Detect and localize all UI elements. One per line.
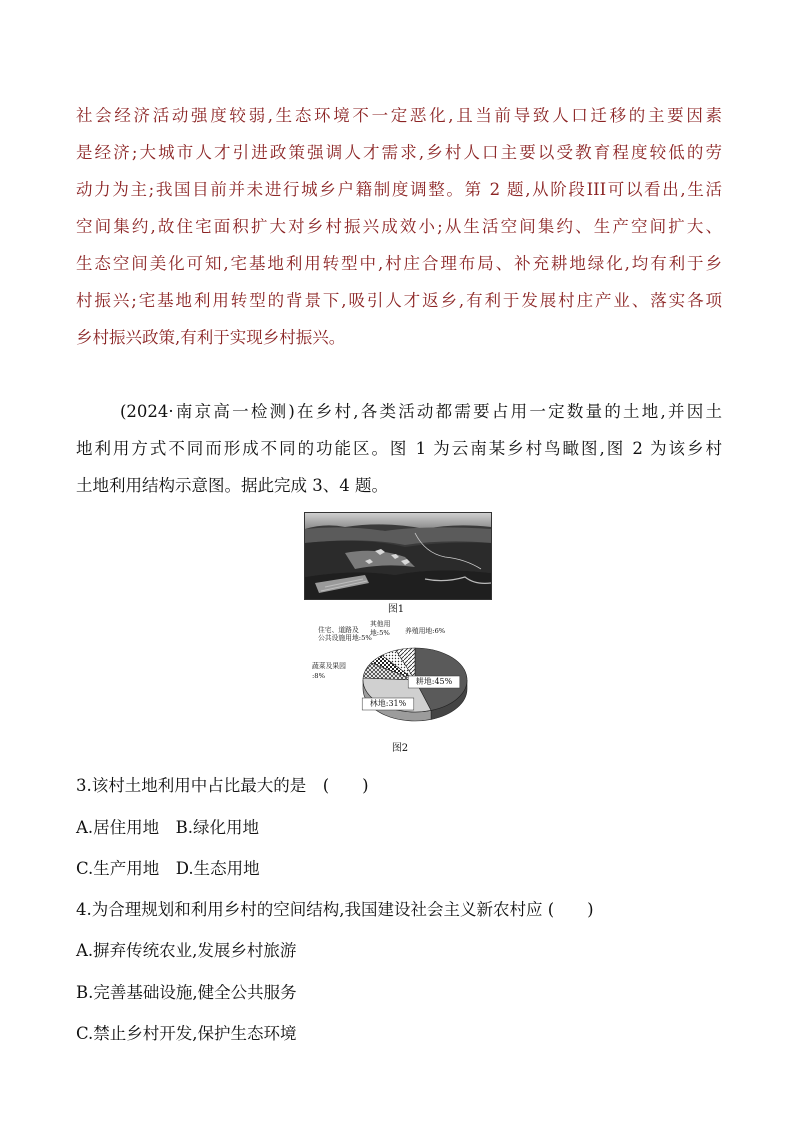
question-3-option[interactable]: A.居住用地 B.绿化用地 bbox=[76, 818, 260, 837]
pie-label: 其他用 bbox=[370, 620, 391, 628]
figure1-caption: 图1 bbox=[387, 604, 405, 615]
village-aerial-photo bbox=[304, 512, 492, 600]
intro-line: (2024·南京高一检测)在乡村,各类活动都需要占用一定数量的土地,并因土 bbox=[120, 402, 722, 421]
pie-label: 地:5% bbox=[370, 629, 390, 637]
land-use-pie-chart bbox=[304, 612, 490, 740]
pie-label: 蔬菜及果园 bbox=[312, 662, 346, 670]
answer-explanation bbox=[76, 97, 722, 356]
pie-label: 养殖用地:6% bbox=[405, 627, 446, 635]
question-4-option[interactable]: C.禁止乡村开发,保护生态环境 bbox=[76, 1024, 297, 1043]
answer-line: 乡村振兴政策,有利于实现乡村振兴。 bbox=[76, 328, 346, 347]
intro-line: 地利用方式不同而形成不同的功能区。图 1 为云南某乡村鸟瞰图,图 2 为该乡村 bbox=[76, 439, 722, 458]
question-3-option[interactable]: C.生产用地 D.生态用地 bbox=[76, 859, 260, 878]
question-intro bbox=[76, 393, 722, 504]
pie-label: :8% bbox=[312, 672, 326, 680]
answer-line: 生态空间美化可知,宅基地利用转型中,村庄合理布局、补充耕地绿化,均有利于乡 bbox=[76, 254, 722, 273]
answer-line: 村振兴;宅基地利用转型的背景下,吸引人才返乡,有利于发展村庄产业、落实各项 bbox=[76, 291, 722, 310]
question-3-stem: 3.该村土地利用中占比最大的是 ( ) bbox=[76, 776, 369, 795]
figure2-caption: 图2 bbox=[391, 743, 409, 754]
question-4-option[interactable]: A.摒弃传统农业,发展乡村旅游 bbox=[76, 941, 297, 960]
pie-label: 林地:31% bbox=[369, 699, 407, 708]
pie-label: 公共设施用地:5% bbox=[318, 634, 372, 642]
answer-line: 空间集约,故住宅面积扩大对乡村振兴成效小;从生活空间集约、生产空间扩大、 bbox=[76, 217, 722, 236]
question-4-stem: 4.为合理规划和利用乡村的空间结构,我国建设社会主义新农村应 ( ) bbox=[76, 900, 594, 919]
answer-line: 动力为主;我国目前并未进行城乡户籍制度调整。第 2 题,从阶段III可以看出,生活 bbox=[76, 180, 722, 199]
answer-line: 社会经济活动强度较弱,生态环境不一定恶化,且当前导致人口迁移的主要因素 bbox=[76, 106, 722, 125]
pie-label: 耕地:45% bbox=[415, 677, 453, 686]
intro-line: 土地利用结构示意图。据此完成 3、4 题。 bbox=[76, 476, 388, 495]
answer-line: 是经济;大城市人才引进政策强调人才需求,乡村人口主要以受教育程度较低的劳 bbox=[76, 143, 722, 162]
question-4-option[interactable]: B.完善基础设施,健全公共服务 bbox=[76, 983, 297, 1002]
pie-label: 住宅、道路及 bbox=[318, 626, 359, 634]
aerial-photo-drawing bbox=[305, 513, 491, 599]
